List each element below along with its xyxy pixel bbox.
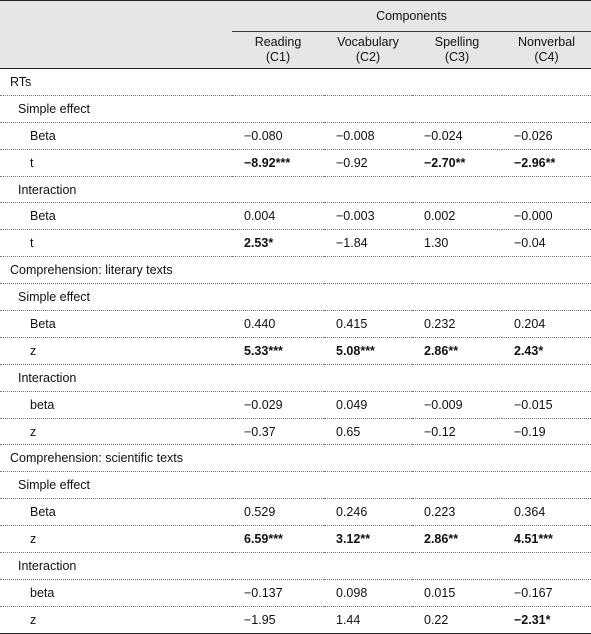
section-label: RTs: [0, 69, 232, 96]
column-header-c1: [232, 32, 324, 69]
value-cell-c2: 0.049: [324, 391, 412, 418]
value-cell-c4: −2.31*: [502, 606, 591, 633]
value-cell-c1: 0.440: [232, 311, 324, 338]
table-row: [0, 526, 591, 553]
value-cell-c4: −0.167: [502, 579, 591, 606]
value-cell-c1: [232, 176, 324, 203]
header-label-spacer: [0, 32, 232, 69]
table-row: [0, 472, 591, 499]
table-row: [0, 122, 591, 149]
row-label: Beta: [0, 203, 232, 230]
value-cell-c1: [232, 69, 324, 96]
subsection-label: Simple effect: [0, 472, 232, 499]
value-cell-c2: 0.098: [324, 579, 412, 606]
subsection-label: Interaction: [0, 176, 232, 203]
value-cell-c4: −0.026: [502, 122, 591, 149]
value-cell-c1: [232, 553, 324, 580]
value-cell-c2: −0.003: [324, 203, 412, 230]
components-group-header: Components: [232, 1, 591, 32]
table-row: [0, 499, 591, 526]
table-row: [0, 418, 591, 445]
row-label: t: [0, 230, 232, 257]
value-cell-c2: 0.65: [324, 418, 412, 445]
value-cell-c4: [502, 364, 591, 391]
value-cell-c1: 6.59***: [232, 526, 324, 553]
value-cell-c4: −0.015: [502, 391, 591, 418]
section-label: Comprehension: scientific texts: [0, 445, 232, 472]
header-spacer: [0, 1, 232, 32]
value-cell-c3: [412, 176, 502, 203]
value-cell-c3: −0.009: [412, 391, 502, 418]
value-cell-c1: −0.080: [232, 122, 324, 149]
value-cell-c1: [232, 364, 324, 391]
value-cell-c4: [502, 445, 591, 472]
value-cell-c2: [324, 364, 412, 391]
value-cell-c2: [324, 284, 412, 311]
value-cell-c3: [412, 364, 502, 391]
table-row: [0, 311, 591, 338]
table-row: [0, 149, 591, 176]
value-cell-c1: [232, 445, 324, 472]
value-cell-c3: [412, 69, 502, 96]
value-cell-c4: 2.43*: [502, 337, 591, 364]
table-row: [0, 391, 591, 418]
value-cell-c3: 0.22: [412, 606, 502, 633]
value-cell-c2: [324, 95, 412, 122]
row-label: Beta: [0, 311, 232, 338]
value-cell-c4: −0.000: [502, 203, 591, 230]
column-code: (C4): [534, 50, 559, 64]
value-cell-c3: [412, 95, 502, 122]
value-cell-c2: [324, 257, 412, 284]
value-cell-c4: 0.364: [502, 499, 591, 526]
value-cell-c3: 0.015: [412, 579, 502, 606]
table-row: [0, 69, 591, 96]
row-label: Beta: [0, 499, 232, 526]
table-header: [0, 1, 591, 69]
table-row: [0, 364, 591, 391]
column-header-c2: [324, 32, 412, 69]
row-label: z: [0, 418, 232, 445]
value-cell-c3: 1.30: [412, 230, 502, 257]
table-row: [0, 553, 591, 580]
value-cell-c4: [502, 257, 591, 284]
table-row: [0, 445, 591, 472]
value-cell-c2: [324, 472, 412, 499]
section-label: Comprehension: literary texts: [0, 257, 232, 284]
value-cell-c2: −1.84: [324, 230, 412, 257]
value-cell-c4: 0.204: [502, 311, 591, 338]
column-code: (C3): [444, 50, 470, 64]
column-code: (C1): [265, 50, 291, 64]
value-cell-c1: 0.529: [232, 499, 324, 526]
value-cell-c4: [502, 176, 591, 203]
column-name: Vocabulary: [337, 35, 399, 49]
value-cell-c3: 0.232: [412, 311, 502, 338]
subsection-label: Simple effect: [0, 284, 232, 311]
value-cell-c1: [232, 284, 324, 311]
table-body: [0, 69, 591, 634]
value-cell-c4: [502, 284, 591, 311]
value-cell-c2: 3.12**: [324, 526, 412, 553]
subsection-label: Simple effect: [0, 95, 232, 122]
value-cell-c4: [502, 69, 591, 96]
table-row: [0, 203, 591, 230]
table-row: [0, 257, 591, 284]
table-row: [0, 284, 591, 311]
value-cell-c1: [232, 257, 324, 284]
value-cell-c2: −0.92: [324, 149, 412, 176]
value-cell-c4: 4.51***: [502, 526, 591, 553]
table-row: [0, 230, 591, 257]
value-cell-c3: [412, 553, 502, 580]
column-name: Reading: [254, 35, 302, 49]
value-cell-c4: [502, 553, 591, 580]
value-cell-c1: −0.137: [232, 579, 324, 606]
column-header-c4: [502, 32, 591, 69]
table-row: [0, 176, 591, 203]
value-cell-c2: 1.44: [324, 606, 412, 633]
value-cell-c4: −0.04: [502, 230, 591, 257]
value-cell-c3: −0.12: [412, 418, 502, 445]
value-cell-c4: [502, 472, 591, 499]
value-cell-c2: [324, 69, 412, 96]
value-cell-c3: −0.024: [412, 122, 502, 149]
row-label: Beta: [0, 122, 232, 149]
row-label: beta: [0, 391, 232, 418]
table-row: [0, 337, 591, 364]
value-cell-c3: [412, 472, 502, 499]
column-name: Nonverbal: [518, 35, 575, 49]
column-name: Spelling: [434, 35, 480, 49]
value-cell-c3: 0.223: [412, 499, 502, 526]
value-cell-c3: 0.002: [412, 203, 502, 230]
value-cell-c3: [412, 257, 502, 284]
value-cell-c1: [232, 472, 324, 499]
subsection-label: Interaction: [0, 364, 232, 391]
value-cell-c2: −0.008: [324, 122, 412, 149]
row-label: z: [0, 526, 232, 553]
value-cell-c2: 0.415: [324, 311, 412, 338]
value-cell-c1: 2.53*: [232, 230, 324, 257]
table-row: [0, 579, 591, 606]
value-cell-c1: −1.95: [232, 606, 324, 633]
value-cell-c4: −0.19: [502, 418, 591, 445]
value-cell-c4: [502, 95, 591, 122]
value-cell-c3: −2.70**: [412, 149, 502, 176]
value-cell-c2: [324, 553, 412, 580]
row-label: z: [0, 606, 232, 633]
value-cell-c2: 0.246: [324, 499, 412, 526]
value-cell-c2: 5.08***: [324, 337, 412, 364]
row-label: z: [0, 337, 232, 364]
value-cell-c1: 5.33***: [232, 337, 324, 364]
table-row: [0, 606, 591, 633]
value-cell-c1: −0.029: [232, 391, 324, 418]
row-label: beta: [0, 579, 232, 606]
value-cell-c1: [232, 95, 324, 122]
subsection-label: Interaction: [0, 553, 232, 580]
value-cell-c2: [324, 445, 412, 472]
column-code: (C2): [355, 50, 381, 64]
row-label: t: [0, 149, 232, 176]
value-cell-c2: [324, 176, 412, 203]
value-cell-c1: −0.37: [232, 418, 324, 445]
value-cell-c3: 2.86**: [412, 526, 502, 553]
value-cell-c3: [412, 284, 502, 311]
column-header-c3: [412, 32, 502, 69]
table-row: [0, 95, 591, 122]
value-cell-c4: −2.96**: [502, 149, 591, 176]
value-cell-c3: 2.86**: [412, 337, 502, 364]
value-cell-c3: [412, 445, 502, 472]
value-cell-c1: −8.92***: [232, 149, 324, 176]
value-cell-c1: 0.004: [232, 203, 324, 230]
